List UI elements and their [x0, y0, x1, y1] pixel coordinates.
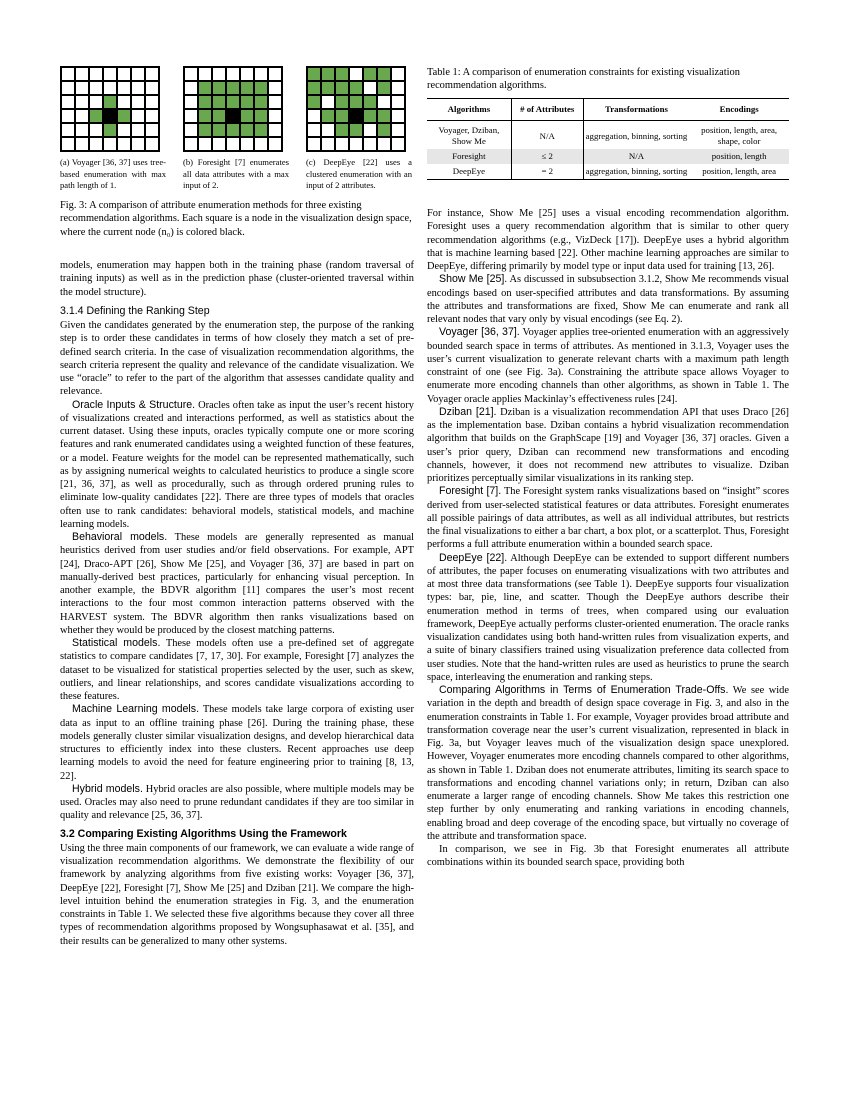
column-header: # of Attributes — [511, 99, 583, 121]
table-row — [427, 149, 789, 164]
paragraph-heading: Oracle Inputs & Structure. — [72, 398, 196, 411]
paragraph-heading: Dziban [21]. — [439, 405, 497, 418]
table-cell: position, length, area — [689, 164, 789, 180]
column-header: Transformations — [583, 99, 689, 121]
paragraph — [427, 326, 789, 406]
current-node — [226, 109, 240, 123]
table-cell: Foresight — [427, 149, 511, 164]
paragraph-text: The Foresight system ranks visualizations based on “insight” scores derived from user-selected statistical features or data attributes. Foresight enumerates all possible pairings of data attributes, as well as all individual attributes, but restricts the final visualizations to either a bar chart, a box plot, or a scatterplot. Thus, Foresight performs a full attribute enumeration within a bounded search space. — [427, 486, 789, 551]
table-1 — [427, 98, 789, 180]
paragraph — [60, 531, 414, 637]
paragraph-heading: Behavioral models. — [72, 531, 168, 543]
paragraph-text: Voyager applies tree-oriented enumeration with an aggressively bounded search space in terms of attributes. As mentioned in 3.1.3, Voyager uses the user’s current visualization to generate relevant charts with a maximum path length constraint of one (see Fig. 3a). Constraining the attribute space allows Voyager to enumerate more encoding channels than other algorithms, as shown in Table 1. The Voyager oracle applies Mackinlay’s effectiveness rules [24]. — [427, 327, 789, 405]
table-cell: position, length, area, shape, color — [701, 125, 778, 146]
paragraph-text: These models often use a pre-defined set of aggregate statistics to compare candidates [7, 17, 30]. For example, Foresight [7] analyzes the dataset to be visualized for statistical properties selected by the user, such as skew, outliers, and linear relationships, and scores candidate visualizations according to these features. — [60, 638, 414, 702]
paragraph-text: We see wide variation in the depth and breadth of design space coverage in Fig. 3, and also in the enumeration constraints in Table 1. For example, Voyager provides broad attribute and transformation coverage near the user’s current visualization, represented in black in Fig. 3a, but Voyager leaves much of the visualization design space unexplored. However, Voyager enumerates more encoding channels compared to other algorithms, as shown in Table 1. Dziban does not enumerate attributes, limiting its search space to transformations and encoding channel variations only; in return, Dziban can also enumerate a larger range of encoding channels. Show Me takes this restriction one step further by only enumerating and ranking variations in encoding channels, enabling broad and deep coverage of the encoding space, but virtually no coverage of the attribute and transformation space. — [427, 685, 789, 842]
subfigure-caption: (c) DeepEye [22] uses a clustered enumeration with an input of 2 attributes. — [306, 157, 412, 191]
table-header-row — [427, 99, 789, 121]
table-cell: position, length — [689, 149, 789, 164]
paragraph-heading: Hybrid models. — [72, 782, 143, 795]
paragraph: models, enumeration may happen both in the training phase (random traversal of training inputs) as well as in the prediction phase (cluster-oriented traversal within the model structure). — [60, 260, 414, 298]
paragraph-text: Hybrid oracles are also possible, where multiple models may be used. Oracles may also need to prune redundant candidates if they are too similar in quality and relevance [25, 36, 37]. — [60, 783, 414, 822]
left-column — [60, 259, 414, 948]
paragraph — [427, 406, 789, 486]
paragraph: Using the three main components of our framework, we can evaluate a wide range of visualization recommendation algorithms. We demonstrate the flexibility of our framework by analyzing algorithms from five existing works: Voyager [36, 37], DeepEye [22], Foresight [7], Show Me [25] and Dziban [21]. We compare the high-level intuition behind the enumeration strategies in Fig. 3, and the enumeration constraints in Table 1. We selected these five algorithms because they cover all three types of recommendation algorithms proposed by Wongsuphasawat et al. [35], and their results can be generalized to many other systems. — [60, 842, 415, 947]
table-cell: Voyager, Dziban, Show Me — [427, 121, 511, 150]
paragraph: Given the candidates generated by the enumeration step, the purpose of the ranking step is to order these candidates in terms of how closely they match a set of pre-defined search criteria. In the case of visualization recommendation algorithms, the search criteria represent the quality and relevance of the candidate visualization. We use “oracle” to refer to the part of the algorithm that assesses candidate quality and relevance. — [60, 320, 414, 398]
table-row — [427, 121, 789, 150]
table-cell: ≤ 2 — [511, 149, 583, 164]
paragraph-heading: Show Me [25]. — [439, 273, 508, 286]
paragraph-heading: Voyager [36, 37]. — [439, 326, 520, 339]
figure-3b — [183, 66, 289, 192]
table-cell: N/A — [511, 121, 583, 150]
grid-voyager — [60, 66, 160, 152]
paragraph: For instance, Show Me [25] uses a visual encoding recommendation algorithm. Foresight uses a query recommendation algorithm that is similar to other query recommendation algorithms (e.g., VizDeck [17]). DeepEye uses a hybrid algorithm that is machine learning based [22]. Other machine learning approaches are similar to DeepEye, differing primarily by model type or input data used for training [13, 26]. — [427, 208, 789, 272]
table-caption: Table 1: A comparison of enumeration constraints for existing visualization recommendation algorithms. — [427, 67, 740, 92]
paragraph-text: These models take large corpora of existing user data as input to an offline training phase [26]. During the training phase, these models generally cluster similar visualization designs, and develop hierarchical data structures to efficiently index into these clusters. Recent approaches use deep learning models to avoid the need for feature engineering prior to training [8, 13, 22]. — [60, 704, 414, 782]
paragraph-text: As discussed in subsubsection 3.1.2, Show Me recommends visual encodings based on user-specified attributes and data transformations. By assuming the attributes and transformations are fixed, Show Me can enumerate and rank all relevant nodes that vary only by visual encodings (see Eq. 2). — [427, 274, 789, 325]
table-cell: N/A — [583, 149, 689, 164]
paragraph — [60, 399, 414, 532]
figure-3c — [306, 66, 412, 192]
column-header: Encodings — [689, 99, 789, 121]
paragraph — [60, 703, 414, 783]
paragraph-text: Although DeepEye can be extended to support different numbers of attributes, the paper focuses on enumerating visualizations with two attributes and at most three data transformations (see Table 1). DeepEye supports four visualization types: bar, pie, line, and scatter. Though the DeepEye authors describe their enumeration method in terms of trees, when compared using our evaluation framework, DeepEye actually performs cluster-oriented enumeration. The oracle ranks visualization candidates using both hand-written rules from visualization experts, and a suite of binary classifiers trained using visualization preference data collected from user studies. Note that the hand-written rules are used as heuristics to prune the search space, interleaving the enumeration and ranking steps. — [427, 552, 789, 683]
table-row — [427, 164, 789, 180]
paragraph — [427, 273, 789, 326]
paragraph-heading: Machine Learning models. — [72, 703, 200, 716]
figure-caption: Fig. 3: A comparison of attribute enumeration methods for three existing recommendation algorithms. Each square is a node in the visualization design space, where the current node (n₀) is colored black. — [60, 200, 412, 238]
paragraph: In comparison, we see in Fig. 3b that Foresight enumerates all attribute combinations within its bounded search space, providing both — [427, 844, 789, 869]
current-node — [103, 109, 117, 123]
grid-deepeye — [306, 66, 406, 152]
paragraph-text: These models are generally represented as manual heuristics derived from user studies and/or field observations. For example, APT [24], Draco-APT [26], Show Me [25], and Voyager [36, 37] are based in part on manually-derived best practices, particularly for enhancing visual perception. In another example, the BDVR algorithm [11] compares the user’s most recent interactions to the four most common interaction patterns observed with the HARVEST system. The BDVR algorithm then ranks visualizations based on whether they would be produced by the closest matching patterns. — [60, 532, 415, 636]
paragraph — [427, 552, 789, 685]
column-header: Algorithms — [427, 99, 511, 121]
paragraph — [60, 783, 414, 823]
table-cell: aggregation, binning, sorting — [585, 130, 688, 141]
table-cell: DeepEye — [427, 164, 511, 180]
figure-3a — [60, 66, 166, 192]
paragraph — [427, 485, 789, 551]
section-heading: 3.1.4 Defining the Ranking Step — [60, 304, 210, 317]
current-node — [349, 109, 363, 123]
right-column — [427, 207, 789, 870]
table-cell: = 2 — [511, 164, 583, 180]
subfigure-caption: (a) Voyager [36, 37] uses tree-based enumeration with max path length of 1. — [60, 157, 166, 191]
table-cell: aggregation, binning, sorting — [583, 164, 689, 180]
paragraph-text: Dziban is a visualization recommendation API that uses Draco [26] as the implementation base. Dziban contains a hybrid visualization recommendation algorithm that builds on the GraphScape [19] and Voyager [36, 37] oracles. Given a user’s prior query, Dziban can recommend new transformations and encoding channels, however, it does not recommend new attributes to visualize. Dziban prioritizes perceptually similar visualizations in its ranking step. — [427, 406, 789, 484]
paragraph — [427, 684, 789, 843]
paragraph-heading: Comparing Algorithms in Terms of Enumeration Trade-Offs. — [439, 684, 729, 696]
paragraph-heading: Foresight [7]. — [439, 485, 502, 498]
paragraph-text: Oracles often take as input the user’s recent history of visualizations created and interactions performed, as well as statistics about the current dataset. Using these inputs, oracles typically compute one or more scoring features and rank enumerated candidates using a weighted function of these features, or a model. Feature weights for the model can be represented mathematically, such as by assigning numerical weights to calculated heuristics to produce a single score [21, 36, 37], as well as procedurally, such as through ordered pruning rules to eliminate low-quality candidates [22]. There are three types of models that oracles often use to rank candidates: behavioral models, statistical models, and machine learning models. — [60, 399, 414, 530]
subfigure-caption: (b) Foresight [7] enumerates all data attributes with a max input of 2. — [183, 157, 289, 191]
grid-foresight — [183, 66, 283, 152]
paragraph — [60, 637, 414, 703]
paragraph-heading: DeepEye [22]. — [439, 551, 508, 564]
paragraph-heading: Statistical models. — [72, 637, 161, 649]
section-heading: 3.2 Comparing Existing Algorithms Using the Framework — [60, 827, 347, 840]
